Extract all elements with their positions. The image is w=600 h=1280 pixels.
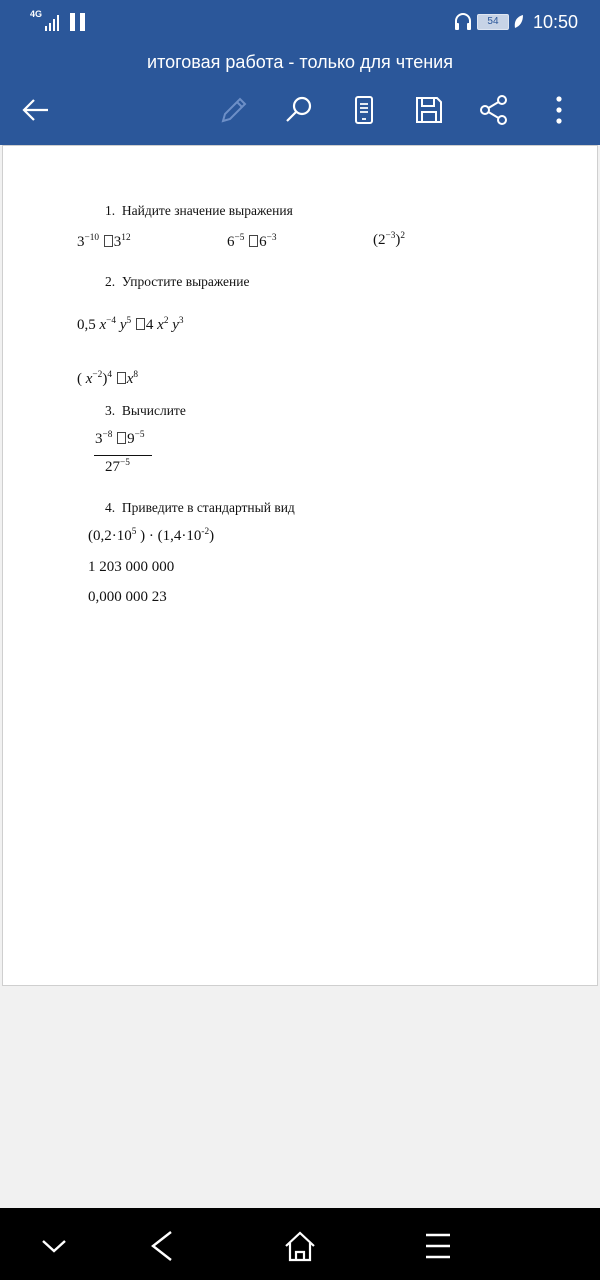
question-number: 4. [105, 500, 116, 515]
app-bar [0, 44, 600, 145]
paren: ) [102, 371, 108, 387]
pause-icon [68, 12, 88, 32]
exponent: −3 [266, 233, 277, 244]
edit-button[interactable] [216, 92, 252, 128]
exponent: −10 [84, 233, 100, 244]
document-page[interactable] [2, 145, 598, 986]
expression-4c: 0,000 000 23 [88, 589, 167, 605]
arrow-left-icon [20, 94, 52, 126]
base: 3 [95, 431, 103, 447]
share-button[interactable] [476, 92, 512, 128]
exponent: -2 [201, 527, 210, 538]
menu-lines-icon [420, 1228, 456, 1264]
headphones-icon [453, 12, 473, 32]
document-title: итоговая работа - только для чтения [147, 52, 453, 72]
back-triangle-icon [144, 1228, 180, 1264]
expression-1b [227, 234, 277, 251]
back-button[interactable] [18, 92, 54, 128]
more-options-button[interactable] [541, 92, 577, 128]
coefficient: 0,5 [77, 317, 96, 333]
exponent: −4 [106, 316, 117, 327]
variable: x [157, 317, 164, 333]
exponent: −8 [102, 430, 113, 441]
save-icon [413, 94, 445, 126]
paren: ( [77, 371, 82, 387]
fraction-denominator [105, 459, 130, 476]
expression-2a [77, 317, 184, 334]
text: ) · (1,4·10 [136, 528, 202, 544]
text: (0,2·10 [88, 528, 132, 544]
exponent: −5 [234, 233, 245, 244]
pencil-icon [218, 94, 250, 126]
recent-apps-button[interactable] [418, 1226, 458, 1266]
question-number: 2. [105, 274, 116, 289]
question-number: 3. [105, 403, 116, 418]
battery-indicator: 54 [477, 14, 509, 30]
exponent: 3 [178, 316, 184, 327]
signal-icon [44, 14, 60, 32]
fraction-bar [94, 455, 152, 456]
exponent: 2 [163, 316, 169, 327]
variable: x [85, 371, 93, 387]
question-number: 1. [105, 203, 116, 218]
exponent: 5 [126, 316, 132, 327]
save-button[interactable] [411, 92, 447, 128]
variable: x [126, 371, 134, 387]
battery-saver-icon [513, 14, 525, 30]
search-button[interactable] [281, 92, 317, 128]
question-3-heading [105, 403, 186, 419]
hide-nav-button[interactable] [34, 1226, 74, 1266]
missing-glyph [249, 235, 258, 247]
network-type: 4G [30, 9, 43, 19]
base: (2 [373, 232, 386, 248]
exponent: 4 [107, 370, 112, 381]
question-title: Найдите значение выражения [121, 203, 293, 218]
question-2-heading [105, 274, 249, 290]
fraction-numerator [95, 431, 145, 448]
base: 6 [259, 234, 267, 250]
search-icon [283, 94, 315, 126]
text: ) [209, 528, 215, 544]
share-icon [478, 94, 510, 126]
mobile-view-icon [348, 94, 380, 126]
variable: y [119, 317, 127, 333]
paren: ) [395, 232, 401, 248]
question-title: Вычислите [121, 403, 186, 418]
status-bar [0, 0, 600, 44]
exponent: 12 [121, 233, 131, 244]
exponent: −3 [385, 231, 396, 242]
home-nav-button[interactable] [280, 1226, 320, 1266]
expression-4a [88, 528, 214, 545]
missing-glyph [104, 235, 113, 247]
base: 6 [227, 234, 235, 250]
mobile-view-button[interactable] [346, 92, 382, 128]
missing-glyph [136, 318, 145, 330]
variable: x [99, 317, 107, 333]
question-4-heading [105, 500, 295, 516]
expression-1c [373, 232, 405, 249]
chevron-down-icon [36, 1228, 72, 1264]
question-title: Упростите выражение [121, 274, 250, 289]
exponent: 8 [133, 370, 139, 381]
exponent: 2 [400, 231, 406, 242]
base: 27 [105, 459, 120, 475]
missing-glyph [117, 372, 126, 384]
base: 3 [113, 234, 122, 250]
expression-1a [77, 234, 131, 251]
status-right [453, 10, 578, 34]
navigation-bar [0, 1208, 600, 1280]
home-icon [282, 1228, 318, 1264]
back-nav-button[interactable] [142, 1226, 182, 1266]
exponent: 5 [131, 527, 137, 538]
exponent: −2 [92, 370, 103, 381]
question-1-heading [105, 203, 293, 219]
coefficient: 4 [145, 317, 154, 333]
base: 3 [77, 234, 85, 250]
more-vertical-icon [543, 94, 575, 126]
clock: 10:50 [532, 11, 578, 32]
variable: y [172, 317, 179, 333]
exponent: −5 [134, 430, 145, 441]
expression-4b: 1 203 000 000 [88, 559, 175, 575]
expression-2b [77, 371, 138, 388]
missing-glyph [117, 432, 126, 444]
exponent: −5 [120, 458, 130, 469]
base: 9 [127, 431, 135, 447]
question-title: Приведите в стандартный вид [121, 500, 295, 515]
